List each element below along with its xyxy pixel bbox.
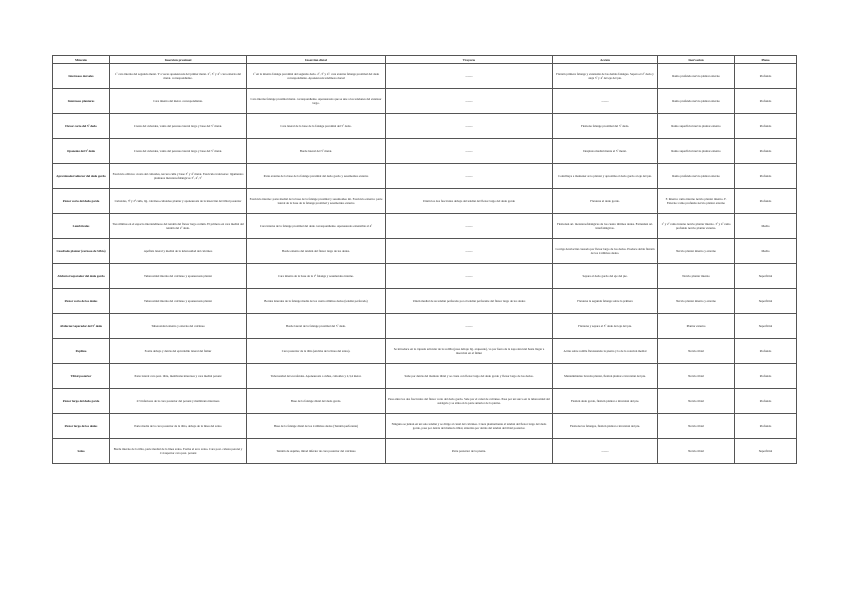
cell-proximal: Fosita debajo y detrás del epicóndilo lateral del fémur	[110, 339, 247, 364]
cell-inervacion: Ramo profundo nervio plantar externo	[658, 89, 735, 114]
cell-inervacion: F. Interno: ramo interno nervio plantar interno. F. Externo: ramo profundo nervio plantar externo	[658, 189, 735, 214]
header-insercion-proximal: Inserción proximal	[110, 56, 247, 64]
cell-plano: Profundo	[735, 89, 797, 114]
cell-accion: Flexiona el dedo gordo.	[553, 189, 658, 214]
table-row	[53, 139, 797, 164]
cell-accion: -------	[553, 89, 658, 114]
cell-musculo: Sóleo	[53, 439, 110, 464]
cell-distal: Cara interna falange proximal metat. correspondiente. Aponeurosis que se une a los tendones del extensor largo.	[247, 89, 386, 114]
cell-accion: Mantenimiento bóveda plantar, flexión plantar e inversión del pie.	[553, 364, 658, 389]
muscle-table-container	[52, 55, 796, 464]
header-accion: Acción	[553, 56, 658, 64]
cell-inervacion: Nervio tibial	[658, 339, 735, 364]
cell-proximal: Cresta del cuboides, vaina del peroneo lateral largo y base del 5º metat.	[110, 139, 247, 164]
cell-trayecto: -------	[386, 164, 553, 189]
cell-plano: Profundo	[735, 64, 797, 89]
cell-plano: Profundo	[735, 389, 797, 414]
cell-musculo: Flexor largo del dedo gordo	[53, 389, 110, 414]
cell-trayecto: -------	[386, 114, 553, 139]
cell-inervacion: Nervio tibial	[658, 414, 735, 439]
header-inervacion: Inervación	[658, 56, 735, 64]
cell-proximal: Tuberosidad externa y externa del calcáneo	[110, 314, 247, 339]
muscle-table	[52, 55, 797, 464]
cell-trayecto: -------	[386, 139, 553, 164]
cell-musculo: Flexor corto del 5º dedo	[53, 114, 110, 139]
cell-accion: Flexiona y separa el 5º dedo del eje del pie.	[553, 314, 658, 339]
table-row	[53, 339, 797, 364]
cell-distal: Cara lateral de la base de la falange proximal del 5º dedo.	[247, 114, 386, 139]
cell-distal: Base de la falange distal del dedo gordo.	[247, 389, 386, 414]
cell-musculo: Poplíteo	[53, 339, 110, 364]
cell-plano: Profundo	[735, 114, 797, 139]
cell-accion: Corrige desviación causada por flexor largo de los dedos. Produce doble flexión de los 4 últimos dedos.	[553, 239, 658, 264]
cell-trayecto: Ninguno se juntan en un solo tendón y se dirige al canal del calcáneo. Cruza plantarmente al tendón del flexor largo del dedo gordo, pasa por detrás del maléolo tibial, sintetiza por detrás del tendón del tibial posterior.	[386, 414, 553, 439]
cell-proximal: 1º cara interna del segundo metat. Y a veces aponeurosis del primer metat. 2º, 3º y 4º: cara externa del metat. correspondiente.	[110, 64, 247, 89]
cell-distal: Cara interna de la falange proximal del dedo correspondiente. Aponeurosis extensible al 4º	[247, 214, 386, 239]
cell-distal: Tendón de Aquiles, mitad inferior de cara posterior del calcáneo	[247, 439, 386, 464]
cell-distal: Parte externa de la base de la falange proximal del dedo gordo y sesamoideo externo	[247, 164, 386, 189]
cell-inervacion: Plantar externo	[658, 314, 735, 339]
cell-accion: Flexión primera falange y extensión de las demás falanges. Separa el 2º dedo y aleja 3º y 4º del eje del pie.	[553, 64, 658, 89]
cell-proximal: Cara interna del metat. correspondiente.	[110, 89, 247, 114]
cell-inervacion: Ramo superficial nervio plantar externo	[658, 139, 735, 164]
cell-trayecto: -------	[386, 214, 553, 239]
cell-plano: Superficial	[735, 439, 797, 464]
cell-distal: Base de la falange distal de los 4 últimos dedos (Tendón perforante)	[247, 414, 386, 439]
cell-musculo: Tibial posterior	[53, 364, 110, 389]
table-row	[53, 164, 797, 189]
cell-musculo: Flexor corto de los dedos	[53, 289, 110, 314]
cell-proximal: Borde interno de la tibia, parte medial de la línea sóleo. Forma el arco sóleo. Cara post. cabeza peroné y 1/4 superior cara post. peroné	[110, 439, 247, 464]
cell-inervacion: 1º y 2º ramo interno nervio plantar interno. 3º y 4º ramo profundo nervio plantar externo.	[658, 214, 735, 239]
cell-proximal: Parte lateral cara post. tibia, membrana interósea y cara medial peroné	[110, 364, 247, 389]
cell-trayecto: Unión medial de su tendón perforado por el tendón perforante del flexor largo de los dedos	[386, 289, 553, 314]
cell-distal: 1º en la interna falange proximal del segundo dedo. 2º, 3º y 4º: cara externa falange proximal del dedo correspondiente. Aponeurosis tendinosa dorsal	[247, 64, 386, 89]
cell-plano: Medio	[735, 214, 797, 239]
cell-accion: Desplaza medial mente el 5º metat.	[553, 139, 658, 164]
table-row	[53, 389, 797, 414]
cell-distal: Tuberosidad del escafoides. Aponeurosis a cuñas, cuboides y 2,3,4 metat.	[247, 364, 386, 389]
cell-musculo: Lumbricales	[53, 214, 110, 239]
cell-proximal: Fascículo oblicuo: cresta del cuboides, tercera cuña y base 3º y 4º metat. Fascículo transverso: ligamentos plantares metatarsofalángicos 3º, 4º, 5º	[110, 164, 247, 189]
cell-proximal: 2/3 inferiores de la cara posterior del peroné y membrana interósea	[110, 389, 247, 414]
cell-trayecto: -------	[386, 314, 553, 339]
cell-plano: Profundo	[735, 364, 797, 389]
header-insercion-distal: Inserción distal	[247, 56, 386, 64]
cell-inervacion: Nervio tibial	[658, 364, 735, 389]
cell-proximal: Tres últimos en el espacio intertendinoso del tendón del flexor largo común. El primero en cara medial del tendón del 2º dedo.	[110, 214, 247, 239]
cell-accion: Flexiona la segunda falange sobre la primera	[553, 289, 658, 314]
cell-accion: Actúa sobre rodilla flexionando la pierna y la de la rotación medial	[553, 339, 658, 364]
cell-trayecto: -------	[386, 239, 553, 264]
cell-distal: Borde lateral del 5º metat.	[247, 139, 386, 164]
cell-plano: Profundo	[735, 339, 797, 364]
cell-trayecto: -------	[386, 64, 553, 89]
cell-trayecto: Sube por detrás del maléolo tibial y se cruza con flexor largo del dedo gordo y flexor largo de los dedos.	[386, 364, 553, 389]
cell-accion: Flexiona las falanges, flexión plantar e inversión del pie.	[553, 414, 658, 439]
cell-distal: Cara interna de la base de la 1ª falange y sesamoideo interno.	[247, 264, 386, 289]
cell-proximal: Tuberosidad interna del calcáneo y aponeurosis plantar	[110, 289, 247, 314]
cell-accion: Flexionan art. metatarsofalángicas de los cuatro últimos dedos. Extienden art. interfalángicas.	[553, 214, 658, 239]
table-row	[53, 264, 797, 289]
table-row	[53, 239, 797, 264]
cell-distal: Fascículo interno: parte medial de la base de la falange proximal y sesamoideo int. Fascículo externo: parte lateral de la base de la falange proximal y sesamoideo externo	[247, 189, 386, 214]
cell-proximal: Cresta del cuboides, vaina del peroneo lateral largo y base del 5º metat.	[110, 114, 247, 139]
cell-trayecto: Se introduce en la cápsula articular de la rodilla (pasa debajo lig. arqueado), va por fuera de la zapa sinovial hasta llegar a inserción en el fémur	[386, 339, 553, 364]
cell-accion: Flexión dedo gordo, flexión plantar e inversión del pie.	[553, 389, 658, 414]
cell-musculo: Aproximador/aductor del dedo gordo	[53, 164, 110, 189]
cell-trayecto: -------	[386, 89, 553, 114]
cell-proximal: Cuboides, 3ª y 2ª cuña, lig. calcáneo-cuboideo plantar y aponeurosis de la inserción del tibial posterior	[110, 189, 247, 214]
cell-inervacion: Nervio tibial	[658, 439, 735, 464]
table-row	[53, 214, 797, 239]
table-row	[53, 64, 797, 89]
table-row	[53, 289, 797, 314]
cell-inervacion: Nervio plantar interno y externo	[658, 289, 735, 314]
cell-inervacion: Nervio plantar interno y externo	[658, 239, 735, 264]
cell-proximal: Tuberosidad interna del calcáneo y aponeurosis plantar	[110, 264, 247, 289]
header-musculo: Músculo	[53, 56, 110, 64]
cell-musculo: Interóseos dorsales	[53, 64, 110, 89]
cell-accion: -------	[553, 439, 658, 464]
cell-trayecto: Pasa entre los dos fascículos del flexor corto del dedo gordo. Sale por el canal de calcáneo. Pasa por un surco en la tuberosidad del astrágalo y se sitúa en la parte anterior de la pierna.	[386, 389, 553, 414]
table-row	[53, 189, 797, 214]
cell-musculo: Cuadrado plantar (carnosa de Silvio)	[53, 239, 110, 264]
cell-musculo: Flexor corto del dedo gordo	[53, 189, 110, 214]
cell-plano: Profundo	[735, 139, 797, 164]
table-row	[53, 314, 797, 339]
cell-inervacion: Nervio plantar interno	[658, 264, 735, 289]
cell-accion: Flexiona falange proximal del 5º dedo.	[553, 114, 658, 139]
cell-plano: Profundo	[735, 414, 797, 439]
table-row	[53, 414, 797, 439]
table-row	[53, 114, 797, 139]
table-row	[53, 364, 797, 389]
cell-proximal: Apófisis lateral y medial de la tuberosidad del calcáneo	[110, 239, 247, 264]
cell-musculo: Interóseos plantares	[53, 89, 110, 114]
cell-inervacion: Nervio tibial	[658, 389, 735, 414]
table-row	[53, 89, 797, 114]
cell-accion: Separa el dedo gordo del eje del pie.	[553, 264, 658, 289]
cell-musculo: Abductor/separador del dedo gordo	[53, 264, 110, 289]
cell-plano: Superficial	[735, 314, 797, 339]
cell-proximal: Parte media de la cara posterior de la tibia, debajo de la línea del sóleo	[110, 414, 247, 439]
cell-distal: Bordes laterales de la falange media de los cuatro últimos dedos (tendón perforado)	[247, 289, 386, 314]
cell-distal: Borde externo del tendón del flexor largo de los dedos.	[247, 239, 386, 264]
cell-plano: Profundo	[735, 164, 797, 189]
cell-plano: Profundo	[735, 189, 797, 214]
header-plano: Plano	[735, 56, 797, 64]
cell-inervacion: Ramo profundo nervio plantar externo	[658, 64, 735, 89]
cell-plano: Medio	[735, 239, 797, 264]
cell-musculo: Oponente del 5º dedo	[53, 139, 110, 164]
cell-distal: Borde lateral de la falange proximal del 5º dedo.	[247, 314, 386, 339]
cell-trayecto: Unión los dos fascículos debajo del tendón del flexor largo del dedo gordo	[386, 189, 553, 214]
cell-plano: Superficial	[735, 289, 797, 314]
cell-inervacion: Ramo profundo nervio plantar externo	[658, 164, 735, 189]
cell-musculo: Flexor largo de los dedos	[53, 414, 110, 439]
cell-trayecto: -------	[386, 264, 553, 289]
cell-plano: Superficial	[735, 264, 797, 289]
cell-trayecto: Parte posterior de la pierna.	[386, 439, 553, 464]
header-trayecto: Trayecto	[386, 56, 553, 64]
table-row	[53, 439, 797, 464]
cell-musculo: Abductor/separador del 5º dedo	[53, 314, 110, 339]
cell-accion: Contribuye a mantener arco plantar y aproxima el dedo gordo al eje del pie.	[553, 164, 658, 189]
header-row	[53, 56, 797, 64]
cell-distal: Cara posterior de la tibia (encima de la línea del sóleo).	[247, 339, 386, 364]
cell-inervacion: Ramo superficial nervio plantar externo	[658, 114, 735, 139]
